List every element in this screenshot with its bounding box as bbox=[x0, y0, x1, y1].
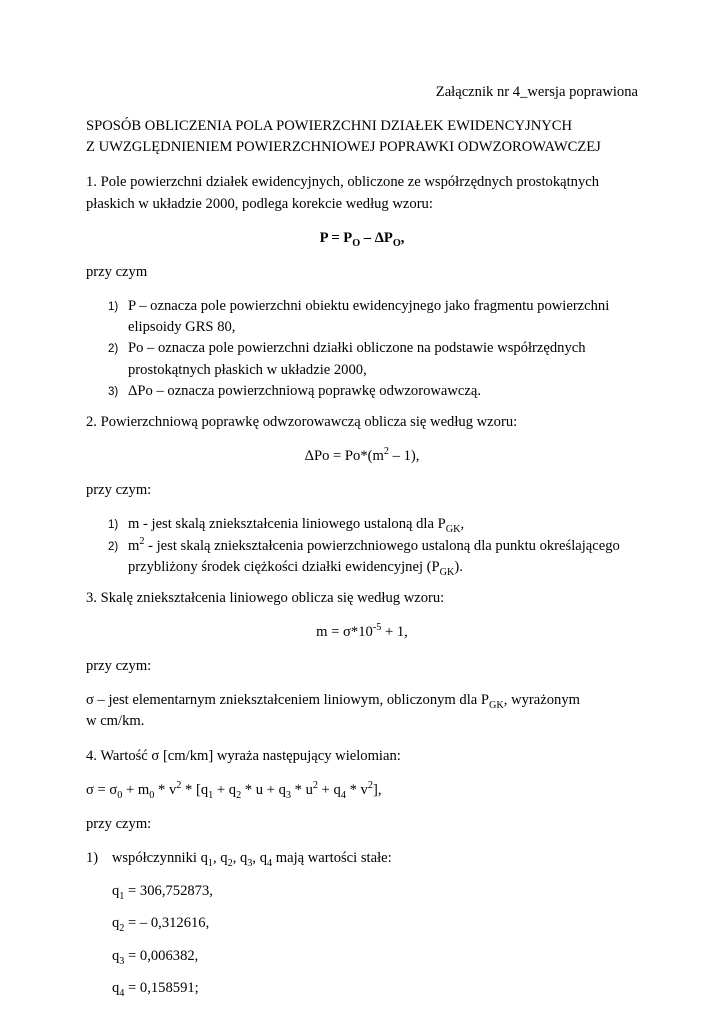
section-2-list bbox=[86, 514, 638, 577]
section-1-intro: przy czym bbox=[86, 263, 148, 280]
annex-label: Załącznik nr 4_wersja poprawiona bbox=[435, 84, 638, 100]
list-item bbox=[86, 514, 638, 535]
list-number: 2) bbox=[108, 540, 119, 553]
coefficient-q4: $q_4 = 0,158591$; bbox=[112, 979, 199, 999]
definition-line-1: σ – jest elementarnym zniekształceniem liniowym, obliczonym dla $P_{GK}$, wyrażonym bbox=[86, 692, 580, 712]
section-3-definition bbox=[86, 690, 638, 732]
section-4-text: 4. Wartość σ [cm/km] wyraża następujący wielomian: bbox=[86, 747, 401, 764]
title-line-1: SPOSÓB OBLICZENIA POLA POWIERZCHNI DZIAŁEK EWIDENCYJNYCH bbox=[86, 118, 573, 135]
document-title bbox=[86, 116, 638, 158]
definition-line-2: w cm/km. bbox=[86, 713, 145, 730]
section-2-text: 2. Powierzchniową poprawkę odwzorowawczą oblicza się według wzoru: bbox=[86, 413, 518, 430]
list-number: 1) bbox=[108, 519, 119, 532]
list-item bbox=[86, 338, 638, 380]
section-2-intro: przy czym: bbox=[86, 482, 152, 499]
section-4-intro: przy czym: bbox=[86, 815, 152, 832]
list-text: ΔPo – oznacza powierzchniową poprawkę odwzorowawczą. bbox=[128, 382, 482, 399]
section-3-formula: $m = \sigma*10^{-5} + 1$, bbox=[316, 622, 408, 640]
list-item bbox=[86, 296, 638, 338]
point-text: współczynniki $q_1$, $q_2$, $q_3$, $q_4$ mają wartości stałe: bbox=[108, 850, 392, 869]
section-3-intro: przy czym: bbox=[86, 658, 152, 675]
section-1-list bbox=[86, 296, 638, 402]
list-number: 1) bbox=[108, 301, 119, 314]
list-item bbox=[86, 536, 638, 578]
list-text: m - jest skalą zniekształcenia liniowego ustaloną dla $P_{GK}$, bbox=[128, 516, 465, 536]
list-number: 2) bbox=[108, 343, 119, 356]
section-4-formula: $\sigma = \sigma_0 + m_0 * v^2 * [q_1 + q_2 * u + q_3 * u^2 + q_4 * v^2]$, bbox=[86, 779, 382, 801]
document-page bbox=[86, 82, 638, 1010]
section-4-point bbox=[86, 848, 638, 869]
coefficient-q2: $q_2$ = – 0,312616, bbox=[112, 915, 210, 935]
list-item bbox=[86, 381, 638, 402]
list-text: $m^2$ - jest skalą zniekształcenia powierzchniowego ustaloną dla punktu określającego przybliżony środek ciężkości działki ewidencyjnej $(P_{GK})$. bbox=[128, 535, 620, 578]
list-text: P – oznacza pole powierzchni obiektu ewidencyjnego jako fragmentu powierzchni elipsoidy GRS 80, bbox=[128, 298, 610, 336]
coefficient-q3: $q_3 = 0,006382$, bbox=[112, 947, 199, 967]
section-1-formula: $P = P_O - \Delta P_O$, bbox=[319, 229, 405, 249]
coefficient-q1: $q_1 = 306,752873$, bbox=[112, 883, 213, 903]
section-2-formula: $\Delta Po = Po*(m^2 - 1)$, bbox=[304, 446, 420, 465]
title-line-2: Z UWZGLĘDNIENIEM POWIERZCHNIOWEJ POPRAWKI ODWZOROWAWCZEJ bbox=[86, 139, 601, 156]
point-number: 1) bbox=[86, 850, 99, 867]
list-number: 3) bbox=[108, 385, 119, 398]
list-text: Po – oznacza pole powierzchni działki obliczone na podstawie współrzędnych prostokątnych płaskich w układzie 2000, bbox=[128, 340, 586, 378]
section-1-text: 1. Pole powierzchni działek ewidencyjnych, obliczone ze współrzędnych prostokątnych płaskich w układzie 2000, podlega korekcie według wzoru: bbox=[86, 174, 600, 212]
section-3-text: 3. Skalę zniekształcenia liniowego oblicza się według wzoru: bbox=[86, 589, 445, 606]
